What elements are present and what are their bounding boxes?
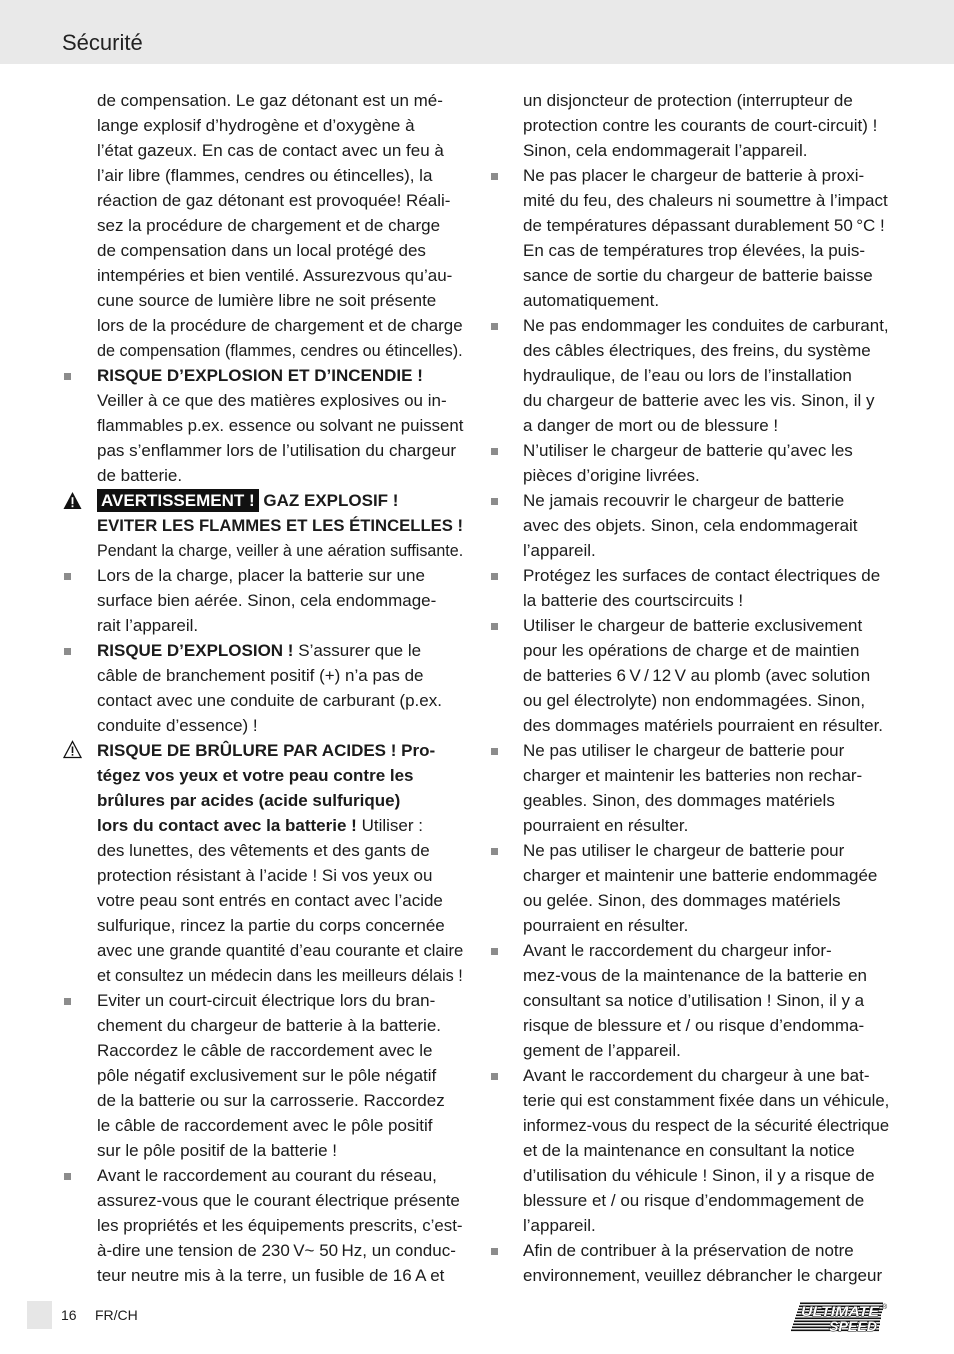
text-line: de batterie. [97,466,183,485]
text-line: des câbles électriques, des freins, du système [523,341,871,360]
text-line: de batteries 6 V / 12 V au plomb (avec solution [523,666,871,685]
square-bullet-icon [491,948,498,955]
text-line: Ne pas placer le chargeur de batterie à proxi- [523,166,865,185]
text-line: terie qui est constamment fixée dans un véhicule, [523,1091,890,1110]
bullet-mains [97,1163,463,1288]
text-line: Eviter un court-circuit électrique lors du bran- [97,991,436,1010]
text-line: charger et maintenir une batterie endommagée [523,866,878,885]
header-bar [0,0,954,64]
logo-text-ultimate: ULTIMATE [801,1303,880,1319]
warning-heading-2: EVITER LES FLAMMES ET LES ÉTINCELLES ! [97,516,464,535]
bullet-non-rechargeable [523,738,889,838]
text-line: un disjoncteur de protection (interrupteur de [523,91,853,110]
text-line: de la batterie ou sur la carrosserie. Raccordez [97,1091,445,1110]
square-bullet-icon [491,173,498,180]
page-number-tab [27,1301,52,1329]
right-column [523,88,889,1288]
text-line: sur le pôle positif de la batterie ! [97,1141,338,1160]
text-line: mité du feu, des chaleurs ni soumettre à l’impact [523,191,888,210]
text-line [97,813,463,838]
text-line: Ne pas utiliser le chargeur de batterie pour [523,741,845,760]
text-line: mez-vous de la maintenance de la batterie en [523,966,867,985]
text-line: réaction de gaz détonant est provoquée! Réali- [97,191,451,210]
text-line: de compensation (flammes, cendres ou étincelles). [97,341,463,360]
square-bullet-icon [64,648,71,655]
square-bullet-icon [491,573,498,580]
square-bullet-icon [491,1073,498,1080]
bullet-original-parts [523,438,889,488]
bullet-environment [523,1238,889,1288]
text-line: pôle négatif exclusivement sur le pôle négatif [97,1066,437,1085]
bullet-vehicle [523,1063,889,1238]
text-line: hydraulique, de l’eau ou lors de l’installation [523,366,852,385]
text-line: Afin de contribuer à la préservation de notre [523,1241,854,1260]
warning-badge: AVERTISSEMENT ! [97,489,259,512]
text-line: du chargeur de batterie avec les vis. Sinon, il y [523,391,875,410]
warning-acid-burn [97,738,463,988]
warning-heading: brûlures par acides (acide sulfurique) [97,791,401,810]
square-bullet-icon [491,323,498,330]
text-line: ou gelée. Sinon, des dommages matériels [523,891,841,910]
warning-heading: lors du contact avec la batterie ! [97,816,357,835]
text-line: surface bien aérée. Sinon, cela endommage- [97,591,437,610]
text-line: charger et maintenir les batteries non rechar- [523,766,863,785]
text-line: de températures dépassant durablement 50 °C ! [523,216,885,235]
text-line: ou gel électrolyte) non endommagées. Sinon, [523,691,866,710]
left-column [97,88,463,1288]
text-line: l’appareil. [523,541,596,560]
text-line [97,638,463,663]
text-line: d’utilisation du véhicule ! Sinon, il y a risque de [523,1166,875,1185]
text-line: le câble de raccordement avec le pôle positif [97,1116,433,1135]
text-line: des dommages matériels pourraient en résulter. [523,716,884,735]
square-bullet-icon [491,848,498,855]
text-line: sez la procédure de chargement et de charge [97,216,441,235]
page-title: Sécurité [62,30,143,55]
bullet-heading: RISQUE D’EXPLOSION ! [97,641,294,660]
text-line: protection résistant à l’acide ! Si vos yeux ou [97,866,433,885]
text-line: cune source de lumière libre ne soit présente [97,291,437,310]
text-line: pas s’enflammer lors de l’utilisation du chargeur [97,441,457,460]
bullet-cover [523,488,889,563]
text-line: pièces d’origine livrées. [523,466,700,485]
square-bullet-icon [64,573,71,580]
text-line: sulfurique, rincez la partie du corps concernée [97,916,445,935]
text-span: Utiliser : [361,816,423,835]
text-line: risque de blessure et / ou risque d’endomma- [523,1016,865,1035]
square-bullet-icon [491,1248,498,1255]
text-line: flammables p.ex. essence ou solvant ne puissent [97,416,464,435]
text-line: Veiller à ce que des matières explosives ou in- [97,391,447,410]
logo-registered-mark: ® [882,1304,888,1311]
bullet-batteries [523,613,889,738]
warning-triangle-icon [63,491,82,510]
text-line: intempéries et bien ventilé. Assurezvous qu’au- [97,266,453,285]
bullet-fire-risk [97,363,463,488]
square-bullet-icon [64,998,71,1005]
text-line: sance de sortie du chargeur de batterie baisse [523,266,873,285]
text-line: Ne pas utiliser le chargeur de batterie pour [523,841,845,860]
text-line: Avant le raccordement au courant du réseau, [97,1166,437,1185]
bullet-maintenance [523,938,889,1063]
continuation-paragraph [523,88,889,163]
text-line: Sinon, cela endommagerait l’appareil. [523,141,808,160]
bullet-damaged [523,838,889,938]
text-line: lors de la procédure de chargement et de charge [97,316,463,335]
text-line: Ne pas endommager les conduites de carburant, [523,316,889,335]
square-bullet-icon [64,373,71,380]
text-line: rait l’appareil. [97,616,199,635]
intro-paragraph [97,88,463,363]
text-line: et de la maintenance en consultant la notice [523,1141,855,1160]
text-line: Avant le raccordement du chargeur à une bat- [523,1066,870,1085]
text-line: l’air libre (flammes, cendres ou étincelles), la [97,166,433,185]
text-line: a danger de mort ou de blessure ! [523,416,779,435]
text-line: pour les opérations de charge et de maintien [523,641,860,660]
text-line: assurez-vous que le courant électrique présente [97,1191,460,1210]
text-line: consultant sa notice d’utilisation ! Sinon, il y a [523,991,865,1010]
warning-explosive-gas [97,488,463,563]
text-line: de compensation. Le gaz détonant est un mé- [97,91,443,110]
warning-heading: RISQUE DE BRÛLURE PAR ACIDES ! Pro- [97,741,436,760]
text-line: conduite d’essence) ! [97,716,258,735]
bullet-fire [523,163,889,313]
warning-heading: GAZ EXPLOSIF ! [263,491,399,510]
text-line: contact avec une conduite de carburant (p.ex. [97,691,442,710]
text-line: lange explosif d’hydrogène et d’oxygène à [97,116,415,135]
bullet-lines-damage [523,313,889,438]
ultimate-speed-logo [791,1301,891,1334]
square-bullet-icon [491,623,498,630]
text-line: l’appareil. [523,1216,596,1235]
text-line: à-dire une tension de 230 V~ 50 Hz, un conduc- [97,1241,456,1260]
square-bullet-icon [64,1173,71,1180]
text-line: Raccordez le câble de raccordement avec le [97,1041,433,1060]
text-line: N’utiliser le chargeur de batterie qu’avec les [523,441,853,460]
text-line: pourraient en résulter. [523,916,689,935]
text-line: En cas de températures trop élevées, la puis- [523,241,866,260]
text-line: automatiquement. [523,291,660,310]
text-line: les propriétés et les équipements prescrits, c’est- [97,1216,463,1235]
bullet-ventilation [97,563,463,638]
text-line: Utiliser le chargeur de batterie exclusivement [523,616,863,635]
page-number: 16 [61,1307,77,1323]
text-line: Ne jamais recouvrir le chargeur de batterie [523,491,845,510]
text-line: et consultez un médecin dans les meilleurs délais ! [97,966,463,985]
text-line: teur neutre mis à la terre, un fusible de 16 A et [97,1266,445,1285]
text-line: votre peau sont entrés en contact avec l’acide [97,891,443,910]
text-line: l’état gazeux. En cas de contact avec un feu à [97,141,444,160]
text-line: la batterie des courtscircuits ! [523,591,744,610]
text-line: avec une grande quantité d’eau courante et claire [97,941,464,960]
logo-text-speed: SPEED [829,1318,877,1334]
text-line: de compensation dans un local protégé des [97,241,426,260]
text-line: avec des objets. Sinon, cela endommagerait [523,516,858,535]
text-line: informez-vous du respect de la sécurité électrique [523,1116,890,1135]
bullet-explosion-risk [97,638,463,738]
caution-triangle-icon [63,740,82,759]
text-line: gement de l’appareil. [523,1041,681,1060]
square-bullet-icon [491,748,498,755]
text-line: des lunettes, des vêtements et des gants de [97,841,430,860]
square-bullet-icon [491,498,498,505]
text-line: geables. Sinon, des dommages matériels [523,791,835,810]
text-line: blessure et / ou risque d’endommagement de [523,1191,865,1210]
warning-heading-line [97,488,463,513]
text-line: pourraient en résulter. [523,816,689,835]
text-line: câble de branchement positif (+) n’a pas de [97,666,424,685]
text-line: Protégez les surfaces de contact électriques de [523,566,881,585]
square-bullet-icon [491,448,498,455]
text-line: Avant le raccordement du chargeur infor- [523,941,832,960]
warning-heading: tégez vos yeux et votre peau contre les [97,766,414,785]
text-line: protection contre les courants de court-circuit) ! [523,116,878,135]
text-span: S’assurer que le [298,641,422,660]
bullet-short-circuit [97,988,463,1163]
bullet-contacts [523,563,889,613]
text-line: environnement, veuillez débrancher le chargeur [523,1266,883,1285]
language-code: FR/CH [95,1307,138,1323]
text-line: chement du chargeur de batterie à la batterie. [97,1016,441,1035]
bullet-heading: RISQUE D’EXPLOSION ET D’INCENDIE ! [97,366,423,385]
text-line: Lors de la charge, placer la batterie sur une [97,566,425,585]
warning-note: Pendant la charge, veiller à une aération suffisante. [97,541,464,560]
